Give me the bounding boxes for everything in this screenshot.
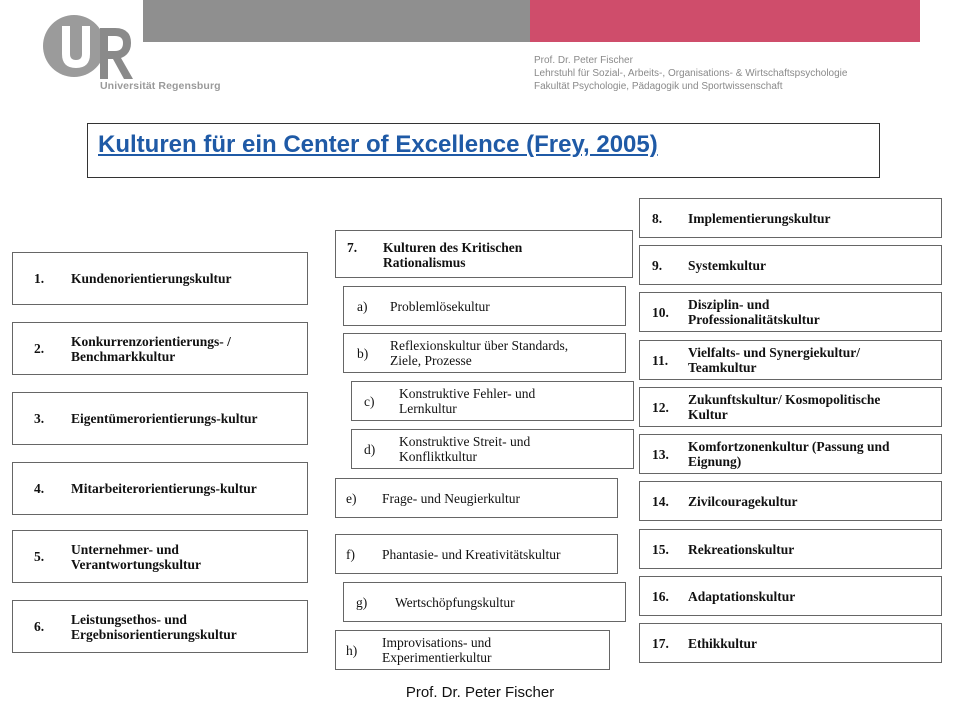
header-info — [534, 54, 847, 93]
culture-number: 14. — [652, 493, 669, 509]
culture-label: Vielfalts- und Synergiekultur/ Teamkultur — [688, 345, 861, 375]
culture-label: Zivilcouragekultur — [688, 493, 798, 509]
culture-box-15 — [639, 529, 942, 569]
subculture-label: Problemlösekultur — [390, 298, 490, 314]
culture-number: 16. — [652, 588, 669, 604]
culture-number: 4. — [34, 481, 45, 496]
culture-label: Disziplin- und Professionalitätskultur — [688, 297, 820, 327]
subculture-box-g — [343, 582, 626, 622]
culture-box-10 — [639, 292, 942, 332]
culture-box-12 — [639, 387, 942, 427]
culture-box-13 — [639, 434, 942, 474]
subculture-letter: g) — [356, 594, 368, 610]
header-professor: Prof. Dr. Peter Fischer — [534, 55, 633, 66]
header-bar-red — [530, 0, 920, 42]
culture-label: Adaptationskultur — [688, 588, 796, 604]
culture-number: 7. — [347, 240, 358, 255]
culture-label: Ethikkultur — [688, 635, 758, 651]
culture-box-14 — [639, 481, 942, 521]
subculture-box-d — [351, 429, 634, 469]
culture-label: Systemkultur — [688, 257, 767, 273]
culture-box-5 — [12, 530, 308, 583]
culture-box-16 — [639, 576, 942, 616]
culture-box-2 — [12, 322, 308, 375]
culture-label: Komfortzonenkultur (Passung und Eignung) — [688, 439, 890, 469]
culture-number: 17. — [652, 635, 669, 651]
culture-number: 1. — [34, 271, 45, 286]
culture-label: Rekreationskultur — [688, 541, 795, 557]
logo-letter-r — [100, 28, 133, 79]
culture-box-1 — [12, 252, 308, 305]
culture-label: Mitarbeiterorientierungs-kultur — [71, 481, 257, 496]
slide-title: Kulturen für ein Center of Excellence (Frey, 2005) — [98, 131, 658, 158]
culture-box-4 — [12, 462, 308, 515]
culture-label: Unternehmer- und Verantwortungskultur — [71, 541, 202, 572]
culture-number: 12. — [652, 399, 669, 415]
culture-label: Implementierungskultur — [688, 210, 831, 226]
subculture-letter: d) — [364, 441, 376, 457]
culture-number: 2. — [34, 341, 45, 356]
subculture-letter: h) — [346, 642, 358, 658]
culture-box-9 — [639, 245, 942, 285]
culture-number: 10. — [652, 304, 669, 320]
culture-label: Zukunftskultur/ Kosmopolitische Kultur — [688, 392, 881, 422]
culture-number: 13. — [652, 446, 669, 462]
header-chair: Lehrstuhl für Sozial-, Arbeits-, Organisations- & Wirtschaftspsychologie — [534, 68, 848, 79]
culture-box-8 — [639, 198, 942, 238]
culture-number: 6. — [34, 619, 45, 634]
culture-box-3 — [12, 392, 308, 445]
subculture-label: Improvisations- und Experimentierkultur — [382, 635, 492, 665]
subculture-letter: a) — [357, 298, 368, 314]
culture-box-7 — [335, 230, 633, 278]
subculture-box-b — [343, 333, 626, 373]
subculture-label: Konstruktive Fehler- und Lernkultur — [399, 386, 536, 416]
footer-author: Prof. Dr. Peter Fischer — [405, 684, 555, 701]
subculture-box-e — [335, 478, 618, 518]
subculture-letter: e) — [346, 490, 357, 506]
subculture-box-h — [335, 630, 610, 670]
subculture-label: Konstruktive Streit- und Konfliktkultur — [399, 434, 531, 464]
subculture-letter: b) — [357, 345, 369, 361]
culture-number: 15. — [652, 541, 669, 557]
culture-number: 11. — [652, 352, 669, 368]
subculture-letter: f) — [346, 546, 355, 562]
culture-box-11 — [639, 340, 942, 380]
culture-number: 3. — [34, 411, 45, 426]
subculture-letter: c) — [364, 393, 375, 409]
culture-number: 8. — [652, 210, 663, 226]
culture-box-17 — [639, 623, 942, 663]
culture-label: Leistungsethos- und Ergebnisorientierungskultur — [71, 611, 237, 642]
subculture-box-f — [335, 534, 618, 574]
culture-number: 5. — [34, 549, 45, 564]
subculture-label: Wertschöpfungskultur — [395, 594, 515, 610]
subculture-box-c — [351, 381, 634, 421]
culture-box-6 — [12, 600, 308, 653]
subculture-box-a — [343, 286, 626, 326]
culture-label: Kulturen des Kritischen Rationalismus — [383, 240, 523, 270]
culture-label: Konkurrenzorientierungs- / Benchmarkkultur — [71, 333, 231, 364]
subculture-label: Phantasie- und Kreativitätskultur — [382, 546, 561, 562]
culture-label: Eigentümerorientierungs-kultur — [71, 411, 258, 426]
subculture-label: Frage- und Neugierkultur — [382, 490, 520, 506]
culture-label: Kundenorientierungskultur — [71, 271, 232, 286]
university-name: Universität Regensburg — [100, 80, 221, 92]
subculture-label: Reflexionskultur über Standards, Ziele, Prozesse — [390, 338, 569, 368]
header-faculty: Fakultät Psychologie, Pädagogik und Sportwissenschaft — [534, 81, 783, 92]
culture-number: 9. — [652, 257, 663, 273]
